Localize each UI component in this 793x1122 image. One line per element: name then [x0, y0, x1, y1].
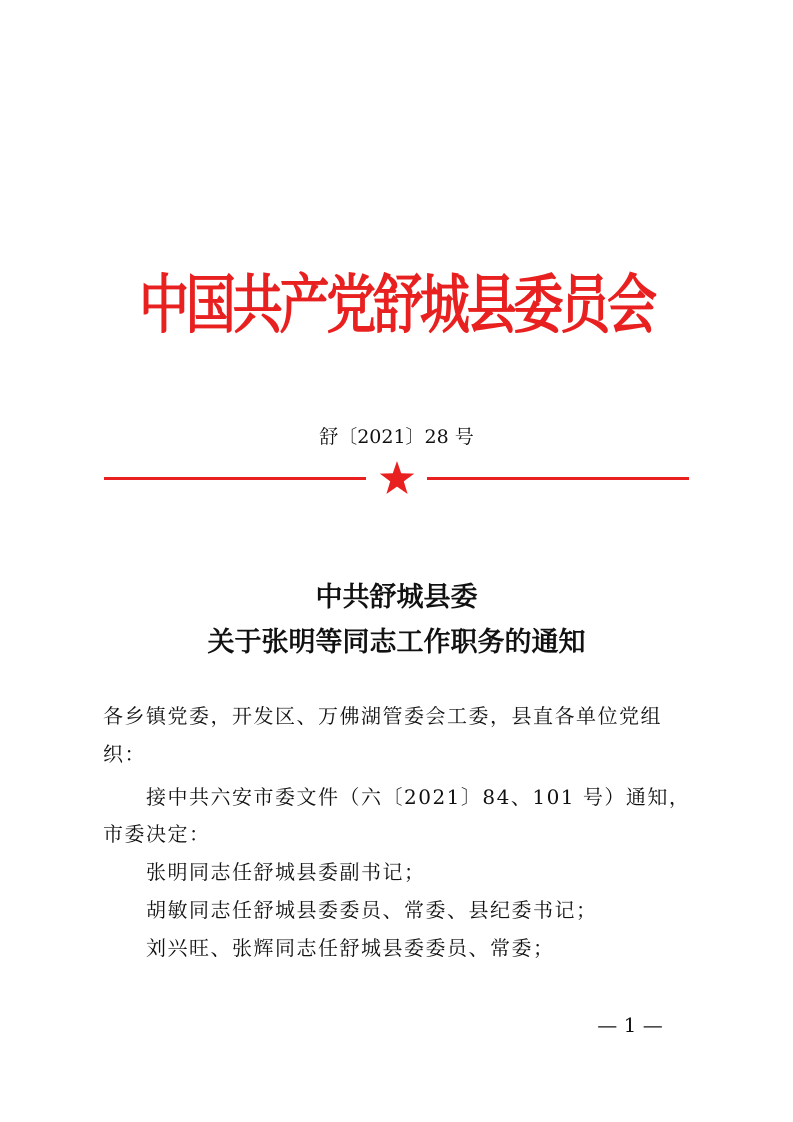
red-divider	[104, 461, 689, 495]
document-number: 舒〔2021〕28 号	[319, 426, 474, 448]
intro-line-2: 市委决定：	[103, 822, 211, 846]
salutation-line-1: 各乡镇党委，开发区、万佛湖管委会工委，县直各单位党组	[103, 704, 662, 728]
divider-rule-right	[427, 477, 689, 480]
intro-line-1: 接中共六安市委文件（六〔2021〕84、101 号）通知，	[146, 785, 691, 809]
appointment-item-2: 胡敏同志任舒城县委委员、常委、县纪委书记；	[146, 898, 598, 922]
divider-rule-left	[104, 477, 366, 480]
masthead-org-name: 中国共产党舒城县委员会	[139, 269, 654, 343]
notice-title-line-2: 关于张明等同志工作职务的通知	[207, 627, 586, 658]
page-number: — 1 —	[597, 1013, 663, 1037]
notice-title-line-1: 中共舒城县委	[315, 582, 478, 613]
appointment-item-3: 刘兴旺、张辉同志任舒城县委委员、常委；	[146, 936, 555, 960]
star-shape	[380, 461, 414, 494]
salutation-line-2: 织：	[103, 742, 146, 766]
appointment-item-1: 张明同志任舒城县委副书记；	[146, 860, 426, 884]
star-icon	[379, 461, 415, 495]
